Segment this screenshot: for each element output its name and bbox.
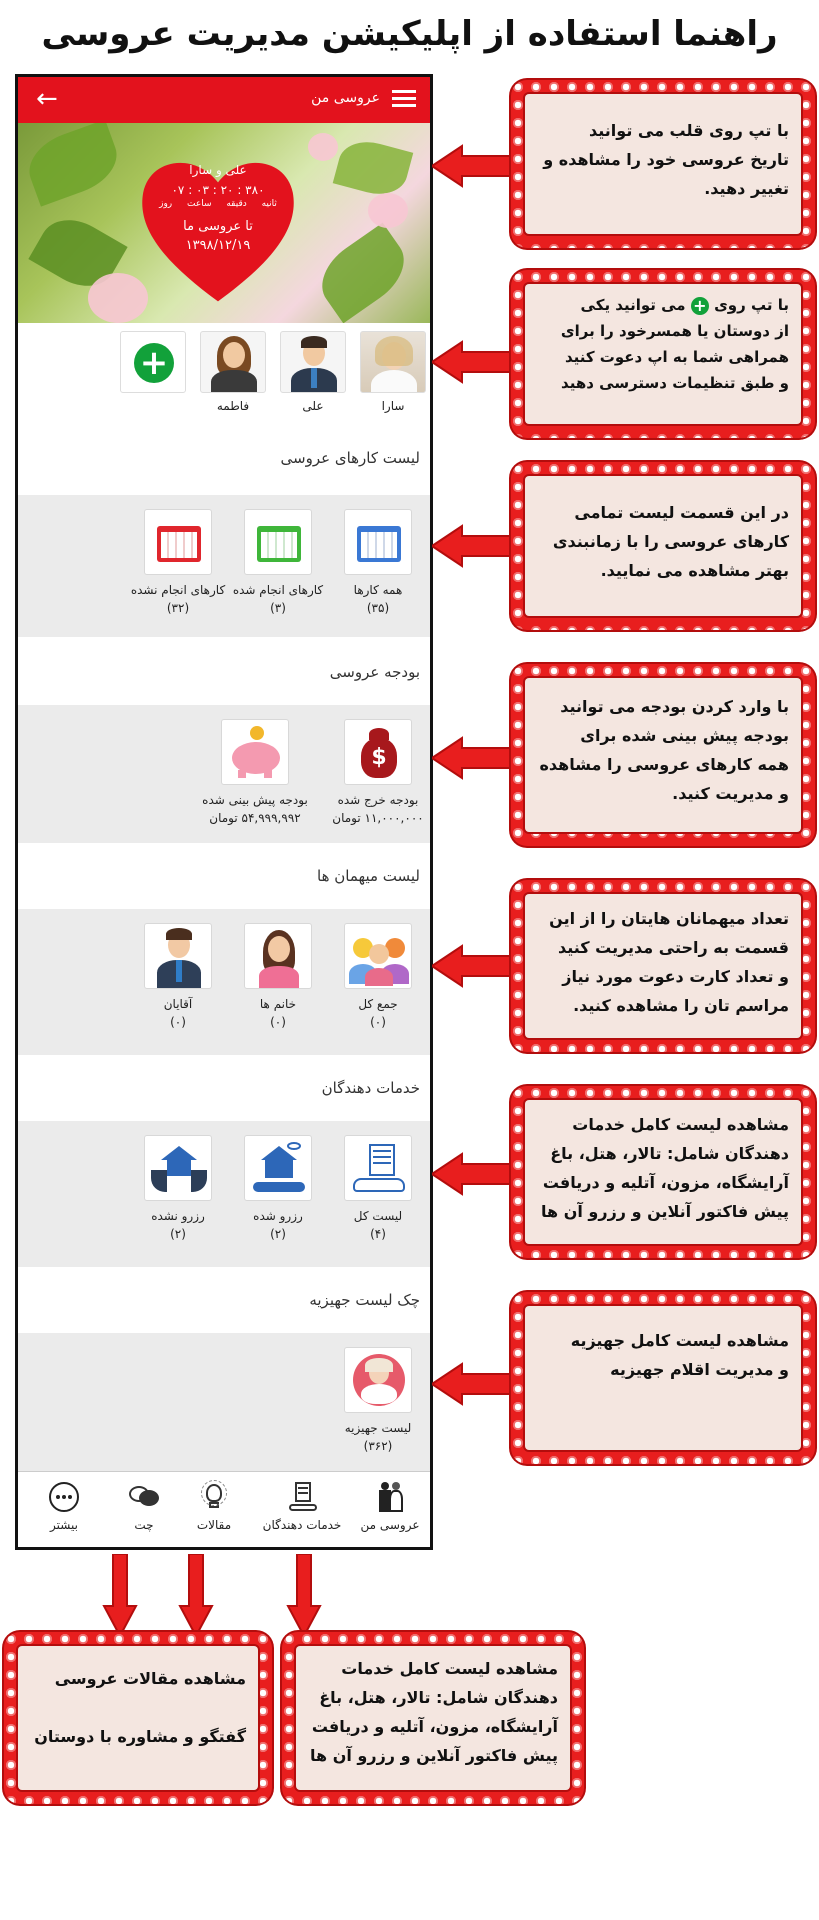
tile-undone-tasks[interactable] xyxy=(130,509,226,615)
members-row xyxy=(18,323,430,423)
guests-section-title: لیست میهمان ها xyxy=(317,867,420,885)
leaf-decoration xyxy=(309,223,417,323)
callout-line: تغییر دهید. xyxy=(704,179,789,198)
callout-line: و مدیریت اقلام جهیزیه xyxy=(610,1360,789,1379)
tile-all-guests[interactable] xyxy=(330,923,426,1029)
callout-line: مشاهده مقالات عروسی xyxy=(54,1669,246,1688)
tile-value: ۵۴,۹۹۹,۹۹۲ تومان xyxy=(209,811,301,825)
nav-my-wedding[interactable] xyxy=(350,1480,430,1532)
callout-line: همراهی شما به اپ دعوت کنید xyxy=(564,348,789,366)
man-icon xyxy=(144,923,212,989)
plus-icon: + xyxy=(691,297,709,315)
member-name: علی xyxy=(302,399,324,413)
callout-line: آرایشگاه، مزون، آتلیه و دریافت xyxy=(542,1173,789,1192)
tile-estimated-budget[interactable] xyxy=(200,719,310,825)
pointer-arrow-icon xyxy=(432,522,514,570)
tile-label: بودجه خرج شده xyxy=(337,793,419,807)
wedding-date: ۱۳۹۸/۱۲/۱۹ xyxy=(185,238,251,253)
money-bag-icon: $ xyxy=(344,719,412,785)
leaf-decoration xyxy=(333,135,414,201)
pointer-arrow-icon xyxy=(432,734,514,782)
nav-vendors[interactable] xyxy=(254,1480,350,1532)
callout-members xyxy=(509,268,817,440)
tile-done-tasks[interactable] xyxy=(230,509,326,615)
callout-budget xyxy=(509,662,817,848)
down-arrow-icon xyxy=(102,1554,138,1636)
tile-label: کارهای انجام نشده xyxy=(130,583,226,597)
callout-guests xyxy=(509,878,817,1054)
tile-spent-budget[interactable] xyxy=(330,719,426,825)
nav-chat[interactable] xyxy=(104,1480,184,1532)
bride-circle-icon xyxy=(344,1347,412,1413)
nav-label: چت xyxy=(134,1518,154,1532)
tile-count: (۰) xyxy=(370,1015,386,1029)
nav-more[interactable] xyxy=(24,1480,104,1532)
callout-heart xyxy=(509,78,817,250)
tile-count: (۳) xyxy=(270,601,286,615)
blossom-decoration xyxy=(308,133,338,161)
callout-line: تاریخ عروسی خود را مشاهده و xyxy=(543,150,789,169)
nav-label: بیشتر xyxy=(50,1518,78,1532)
pointer-arrow-icon xyxy=(432,1150,514,1198)
callout-line: قسمت به راحتی مدیریت کنید xyxy=(557,938,789,957)
services-section-title: خدمات دهندگان xyxy=(321,1079,420,1097)
red-folder-calendar-icon xyxy=(144,509,212,575)
tile-label: همه کارها xyxy=(353,583,403,597)
callout-line: پیش فاکتور آنلاین و رزرو آن ها xyxy=(310,1746,558,1765)
green-folder-calendar-icon xyxy=(244,509,312,575)
tile-count: (۰) xyxy=(170,1015,186,1029)
bride-photo-icon xyxy=(360,331,426,393)
callout-articles-chat xyxy=(2,1630,274,1806)
pointer-arrow-icon xyxy=(432,142,514,190)
callout-line: تعداد میهمانان هایتان را از این xyxy=(549,909,789,928)
callout-line: آرایشگاه، مزون، آتلیه و دریافت xyxy=(311,1717,558,1736)
tile-label: جمع کل xyxy=(358,997,398,1011)
callout-line: گفتگو و مشاوره با دوستان xyxy=(34,1727,246,1746)
callout-line: کارهای عروسی را با زمانبندی xyxy=(552,532,789,551)
countdown-units: ثانیه دقیقه ساعت روز xyxy=(159,199,277,209)
tile-label: کارهای انجام شده xyxy=(232,583,324,597)
app-bar xyxy=(18,77,430,123)
callout-line: با تپ روی قلب می توانید xyxy=(589,121,789,140)
callout-line: و مدیریت کنید. xyxy=(672,784,789,803)
tile-label: رزرو نشده xyxy=(151,1209,205,1223)
callout-line: با وارد کردن بودجه می توانید xyxy=(560,697,789,716)
hamburger-menu-icon[interactable] xyxy=(392,90,416,110)
more-dots-icon xyxy=(49,1480,79,1512)
nav-label: مقالات xyxy=(196,1518,232,1532)
member-fatemeh[interactable] xyxy=(200,331,266,413)
callout-line: در این قسمت لیست تمامی xyxy=(574,503,789,522)
nav-label: خدمات دهندگان xyxy=(262,1518,342,1532)
tile-reserved-services[interactable] xyxy=(230,1135,326,1241)
tile-label: لیست کل xyxy=(353,1209,403,1223)
tile-label: لیست جهیزیه xyxy=(344,1421,412,1435)
vendors-icon xyxy=(287,1480,317,1512)
lightbulb-icon xyxy=(199,1480,229,1512)
tile-count: (۳۲) xyxy=(166,601,190,615)
piggy-bank-icon xyxy=(221,719,289,785)
callout-line: مشاهده لیست کامل خدمات xyxy=(572,1115,789,1134)
page-title: راهنما استفاده از اپلیکیشن مدیریت عروسی xyxy=(41,14,778,54)
callout-line: همه کارهای عروسی را مشاهده xyxy=(539,755,789,774)
tile-label: خانم ها xyxy=(259,997,297,1011)
down-arrow-icon xyxy=(178,1554,214,1636)
pointer-arrow-icon xyxy=(432,338,514,386)
tile-men-guests[interactable] xyxy=(130,923,226,1029)
tile-count: (۲) xyxy=(270,1227,286,1241)
tile-label: آقایان xyxy=(163,997,193,1011)
budget-section-title: بودجه عروسی xyxy=(329,663,420,681)
callout-line xyxy=(30,1693,246,1722)
callout-line: مشاهده لیست کامل خدمات xyxy=(341,1659,558,1678)
callout-dowry xyxy=(509,1290,817,1466)
document-hand-icon xyxy=(344,1135,412,1201)
callout-tasks xyxy=(509,460,817,632)
house-hands-icon xyxy=(144,1135,212,1201)
callout-line: دهندگان شامل: تالار، هتل، باغ xyxy=(319,1688,558,1707)
tasks-section-title: لیست کارهای عروسی xyxy=(280,449,420,467)
tile-count: (۰) xyxy=(270,1015,286,1029)
callout-line: دهندگان شامل: تالار، هتل، باغ xyxy=(550,1144,789,1163)
callout-line: بهتر مشاهده می نمایید. xyxy=(600,561,789,580)
callout-line: بودجه پیش بینی شده برای xyxy=(580,726,789,745)
callout-line: و طبق تنظیمات دسترسی دهید xyxy=(561,374,789,392)
nav-label: عروسی من xyxy=(360,1518,420,1532)
tile-label: بودجه پیش بینی شده xyxy=(202,793,308,807)
house-key-icon xyxy=(244,1135,312,1201)
nav-articles[interactable] xyxy=(174,1480,254,1532)
group-icon xyxy=(344,923,412,989)
tasks-band xyxy=(18,495,430,637)
leaf-decoration xyxy=(20,123,125,207)
hero-banner xyxy=(18,123,430,323)
tile-women-guests[interactable] xyxy=(230,923,326,1029)
woman-avatar-icon xyxy=(200,331,266,393)
member-name: سارا xyxy=(381,399,405,413)
bottom-navigation xyxy=(18,1471,430,1547)
callout-line: و تعداد کارت دعوت مورد نیاز xyxy=(562,967,789,986)
couple-icon xyxy=(375,1480,405,1512)
budget-band xyxy=(18,705,430,843)
guests-band xyxy=(18,909,430,1055)
dowry-band xyxy=(18,1333,430,1473)
countdown-text[interactable] xyxy=(133,163,303,253)
pointer-arrow-icon xyxy=(432,942,514,990)
countdown-counter: ۰۷ : ۰۳ : ۲۰ : ۳۸۰ xyxy=(171,183,265,197)
add-member-icon: + xyxy=(120,331,186,393)
callout-vendors xyxy=(280,1630,586,1806)
member-name: فاطمه xyxy=(216,399,250,413)
tile-count: (۲) xyxy=(170,1227,186,1241)
callout-line: با تپ روی xyxy=(714,296,789,314)
down-arrow-icon xyxy=(286,1554,322,1636)
callout-services xyxy=(509,1084,817,1260)
blue-folder-calendar-icon xyxy=(344,509,412,575)
chat-bubbles-icon xyxy=(129,1480,159,1512)
callout-line: مشاهده لیست کامل جهیزیه xyxy=(570,1331,789,1350)
man-avatar-icon xyxy=(280,331,346,393)
tile-count: (۳۶۲) xyxy=(363,1439,393,1453)
woman-icon xyxy=(244,923,312,989)
member-sara[interactable] xyxy=(360,331,426,413)
couple-names: علی و سارا xyxy=(189,163,247,177)
add-member-button[interactable] xyxy=(120,331,186,399)
tile-value: ۱۱,۰۰۰,۰۰۰ تومان xyxy=(332,811,424,825)
callout-line: مراسم تان را مشاهده کنید. xyxy=(573,996,789,1015)
tile-dowry-list[interactable] xyxy=(330,1347,426,1453)
tile-count: (۴) xyxy=(370,1227,386,1241)
till-wedding-label: تا عروسی ما xyxy=(183,219,253,234)
pointer-arrow-icon xyxy=(432,1360,514,1408)
tile-label: رزرو شده xyxy=(253,1209,303,1223)
phone-screen xyxy=(15,74,433,1550)
tile-unreserved-services[interactable] xyxy=(130,1135,226,1241)
arrow-back-icon[interactable]: ← xyxy=(36,84,58,114)
tile-all-services[interactable] xyxy=(330,1135,426,1241)
member-ali[interactable] xyxy=(280,331,346,413)
callout-line: از دوستان یا همسرخود را برای xyxy=(560,322,789,340)
dowry-section-title: چک لیست جهیزیه xyxy=(309,1291,420,1309)
callout-line: پیش فاکتور آنلاین و رزرو آن ها xyxy=(541,1202,789,1221)
app-title: عروسی من xyxy=(311,90,380,106)
tile-all-tasks[interactable] xyxy=(330,509,426,615)
blossom-decoration xyxy=(368,193,408,228)
tile-count: (۳۵) xyxy=(366,601,390,615)
callout-line: می توانید یکی xyxy=(580,296,686,314)
services-band xyxy=(18,1121,430,1267)
